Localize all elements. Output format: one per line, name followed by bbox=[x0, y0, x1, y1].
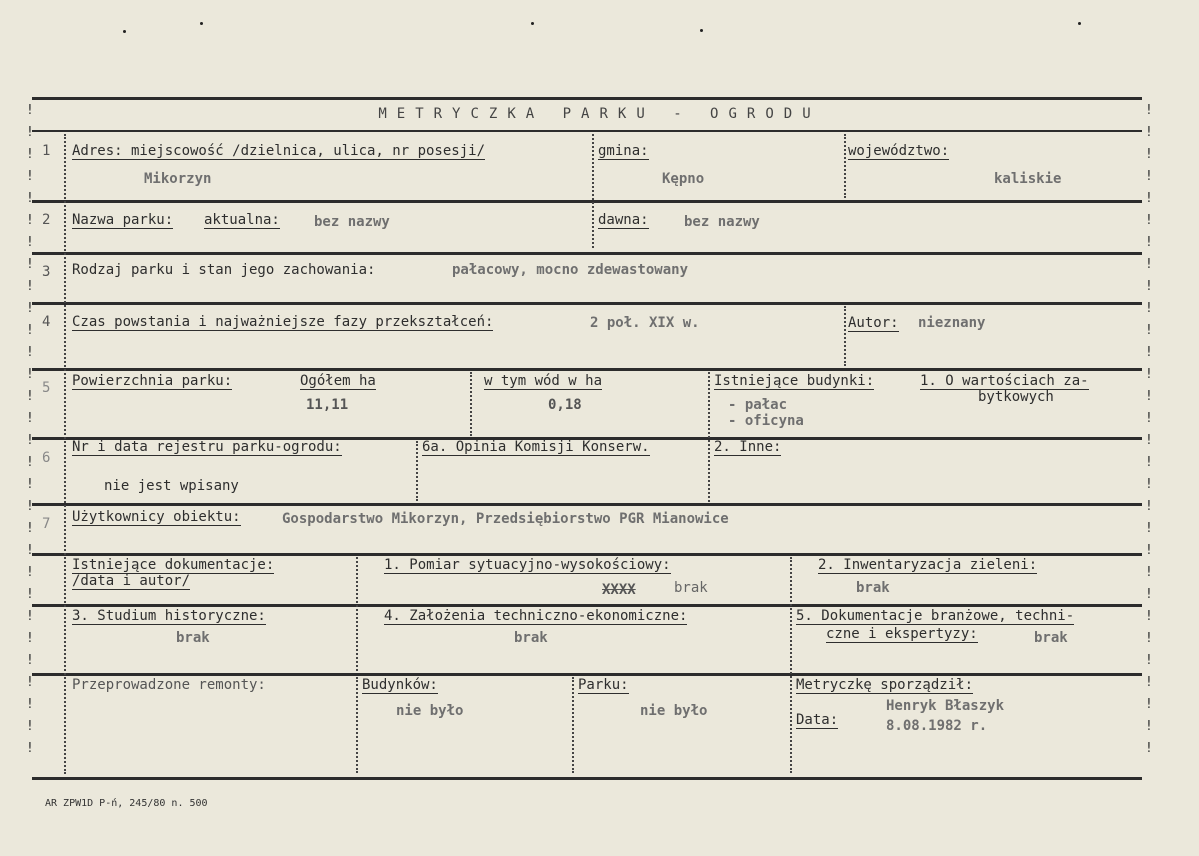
origin-value: 2 poł. XIX w. bbox=[590, 315, 700, 331]
rule bbox=[32, 368, 1142, 371]
prepared-by-label: Metryczkę sporządził: bbox=[796, 677, 974, 693]
users-label: Użytkownicy obiektu: bbox=[72, 509, 241, 525]
area-label: Powierzchnia parku: bbox=[72, 373, 233, 389]
punch-dot bbox=[1078, 22, 1081, 25]
row-number: 3 bbox=[42, 264, 51, 280]
park-renovation-label: Parku: bbox=[578, 677, 629, 693]
building-item: - pałac bbox=[728, 397, 788, 413]
documentation-label: Istniejące dokumentacje: bbox=[72, 557, 275, 573]
park-renovation-value: nie było bbox=[640, 703, 708, 719]
row-number: 5 bbox=[42, 380, 51, 396]
form-title: METRYCZKA PARKU - OGRODU bbox=[378, 106, 821, 122]
col-divider bbox=[356, 557, 359, 671]
rule bbox=[32, 302, 1142, 305]
tech-econ-label: 4. Założenia techniczno-ekonomiczne: bbox=[384, 608, 688, 624]
col-divider bbox=[708, 372, 711, 502]
col-divider bbox=[790, 557, 793, 773]
rule bbox=[32, 604, 1142, 607]
row-number: 6 bbox=[42, 450, 51, 466]
register-label: Nr i data rejestru parku-ogrodu: bbox=[72, 439, 342, 455]
date-label: Data: bbox=[796, 712, 839, 728]
origin-label: Czas powstania i najważniejsze fazy przekształceń: bbox=[72, 314, 494, 330]
voivodeship-value: kaliskie bbox=[994, 171, 1062, 187]
punch-dot bbox=[123, 30, 126, 33]
building-item: - oficyna bbox=[728, 413, 804, 429]
address-label: Adres: miejscowość /dzielnica, ulica, nr posesji/ bbox=[72, 143, 486, 159]
register-value: nie jest wpisany bbox=[104, 478, 239, 494]
author-label: Autor: bbox=[848, 315, 899, 331]
rule bbox=[32, 130, 1142, 132]
branch-docs-label-cont: czne i ekspertyzy: bbox=[826, 626, 978, 642]
current-name-value: bez nazwy bbox=[314, 214, 390, 230]
margin-marks-left: ! ! ! ! ! ! ! ! ! ! ! ! ! ! ! ! ! ! ! ! ! ! ! ! ! ! ! ! ! ! bbox=[26, 103, 34, 756]
park-type-value: pałacowy, mocno zdewastowany bbox=[452, 262, 689, 278]
park-name-label: Nazwa parku: bbox=[72, 212, 174, 228]
total-area-value: 11,11 bbox=[306, 397, 349, 413]
former-name-value: bez nazwy bbox=[684, 214, 760, 230]
water-area-value: 0,18 bbox=[548, 397, 582, 413]
other-label: 2. Inne: bbox=[714, 439, 782, 455]
survey-value: brak bbox=[674, 580, 708, 596]
col-divider bbox=[470, 372, 473, 436]
punch-dot bbox=[200, 22, 203, 25]
buildings-renovation-label: Budynków: bbox=[362, 677, 438, 693]
col-divider bbox=[416, 441, 419, 501]
water-area-label: w tym wód w ha bbox=[484, 373, 603, 389]
renovations-label: Przeprowadzone remonty: bbox=[72, 677, 266, 693]
historical-study-value: brak bbox=[176, 630, 210, 646]
rule bbox=[32, 200, 1142, 203]
buildings-label: Istniejące budynki: bbox=[714, 373, 875, 389]
gmina-label: gmina: bbox=[598, 143, 649, 159]
date-value: 8.08.1982 r. bbox=[886, 718, 988, 734]
commission-opinion-label: 6a. Opinia Komisji Konserw. bbox=[422, 439, 650, 455]
punch-dot bbox=[531, 22, 534, 25]
col-divider bbox=[844, 134, 847, 198]
address-value: Mikorzyn bbox=[144, 171, 212, 187]
gmina-value: Kępno bbox=[662, 171, 705, 187]
buildings-renovation-value: nie było bbox=[396, 703, 464, 719]
branch-docs-label: 5. Dokumentacje branżowe, techni- bbox=[796, 608, 1075, 624]
rule bbox=[32, 673, 1142, 676]
punch-dot bbox=[700, 29, 703, 32]
survey-label: 1. Pomiar sytuacyjno-wysokościowy: bbox=[384, 557, 671, 573]
col-divider bbox=[844, 306, 847, 366]
rule bbox=[32, 503, 1142, 506]
voivodeship-label: województwo: bbox=[848, 143, 950, 159]
current-name-label: aktualna: bbox=[204, 212, 280, 228]
buildings-historic-label-cont: bytkowych bbox=[978, 389, 1054, 405]
col-divider bbox=[64, 134, 67, 774]
former-name-label: dawna: bbox=[598, 212, 649, 228]
col-divider bbox=[592, 134, 595, 248]
greenery-inventory-value: brak bbox=[856, 580, 890, 596]
survey-struck: XXXX bbox=[602, 582, 636, 598]
print-footer: AR ZPW1D P-ń, 245/80 n. 500 bbox=[45, 798, 208, 809]
rule bbox=[32, 252, 1142, 255]
tech-econ-value: brak bbox=[514, 630, 548, 646]
row-number: 2 bbox=[42, 212, 51, 228]
total-area-label: Ogółem ha bbox=[300, 373, 376, 389]
buildings-historic-label: 1. O wartościach za- bbox=[920, 373, 1089, 389]
prepared-by-value: Henryk Błaszyk bbox=[886, 698, 1005, 714]
park-type-label: Rodzaj parku i stan jego zachowania: bbox=[72, 262, 376, 278]
margin-marks-right: ! ! ! ! ! ! ! ! ! ! ! ! ! ! ! ! ! ! ! ! ! ! ! ! ! ! ! ! ! ! bbox=[1145, 103, 1153, 756]
row-number: 7 bbox=[42, 516, 51, 532]
rule bbox=[32, 553, 1142, 556]
col-divider bbox=[356, 677, 359, 773]
rule bbox=[32, 777, 1142, 780]
rule bbox=[32, 97, 1142, 100]
row-number: 4 bbox=[42, 314, 51, 330]
row-number: 1 bbox=[42, 143, 51, 159]
branch-docs-value: brak bbox=[1034, 630, 1068, 646]
users-value: Gospodarstwo Mikorzyn, Przedsiębiorstwo PGR Mianowice bbox=[282, 511, 729, 527]
documentation-sub: /data i autor/ bbox=[72, 573, 191, 589]
historical-study-label: 3. Studium historyczne: bbox=[72, 608, 266, 624]
col-divider bbox=[572, 677, 575, 773]
greenery-inventory-label: 2. Inwentaryzacja zieleni: bbox=[818, 557, 1038, 573]
author-value: nieznany bbox=[918, 315, 986, 331]
